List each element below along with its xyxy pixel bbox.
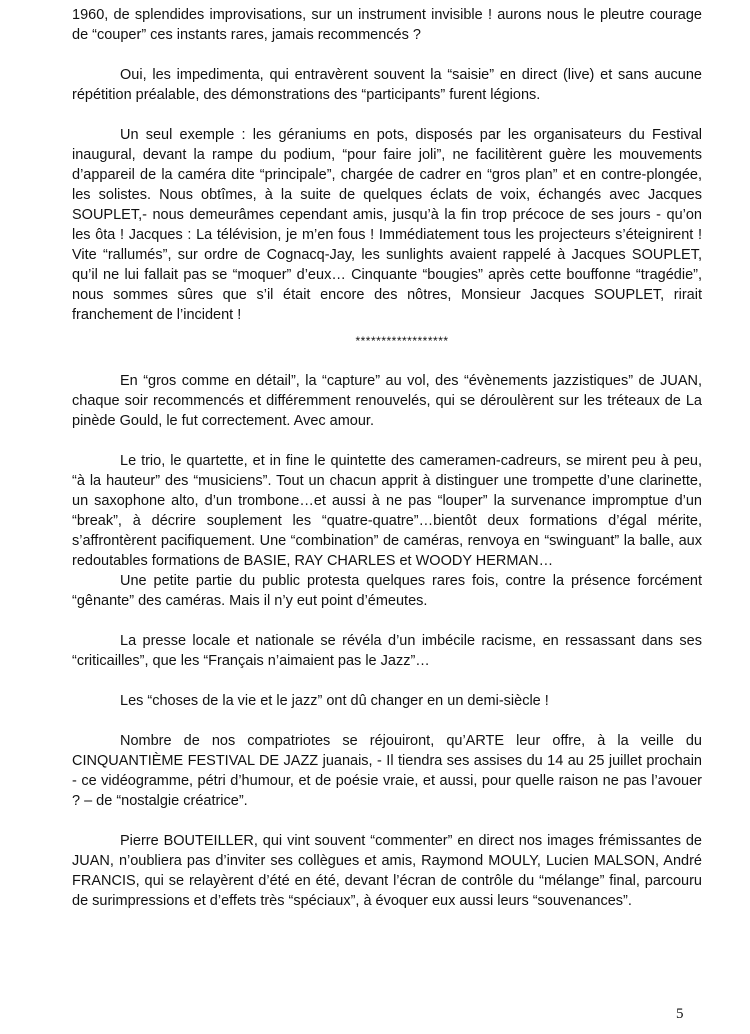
paragraph-9: Nombre de nos compatriotes se réjouiront, qu’ARTE leur offre, à la veille du CINQUANTIÈME FESTIVAL DE JAZZ juanais, - Il tiendra ses assises du 14 au 25 juillet prochain - ce vidéogramme, pétri d’humour, et de poésie vraie, et aussi, pour quelle raison ne pas l’avouer ? – de “nostalgie créatrice”.: [72, 733, 702, 809]
paragraph-1: 1960, de splendides improvisations, sur un instrument invisible ! aurons nous le pleutre courage de “couper” ces instants rares, jamais recommencés ?: [72, 7, 702, 43]
paragraph-10: Pierre BOUTEILLER, qui vint souvent “commenter” en direct nos images frémissantes de JUAN, n’oubliera pas d’inviter ses collègues et amis, Raymond MOULY, Lucien MALSON, André FRANCIS, qui se relayèrent d’été en été, devant l’écran de contrôle du “mélange” final, parcouru de surimpressions et d’effets très “spéciaux”, à évoquer eux aussi leurs “souvenances”.: [72, 833, 702, 909]
separator: ******************: [355, 334, 449, 348]
paragraph-3: Un seul exemple : les géraniums en pots, disposés par les organisateurs du Festival inaugural, devant la rampe du podium, “pour faire joli”, ne facilitèrent guère les mouvements d’appareil de la caméra dite “principale”, chargée de cadrer en “gros plan” et en contre-plongée, les solistes. Nous obtîmes, à la suite de quelques éclats de voix, échangés avec Jacques SOUPLET,- nous demeurâmes cependant amis, jusqu’à la fin trop précoce de ses jours - qu’on les ôta ! Jacques : La télévision, je m’en fous ! Immédiatement tous les projecteurs s’éteignirent ! Vite “rallumés”, sur ordre de Cognacq-Jay, les sunlights avaient rappelé à Jacques SOUPLET, qu’il ne lui fallait pas se “moquer” d’eux… Cinquante “bougies” après cette bouffonne “tragédie”, nous sommes sûres que s’il était encore des nôtres, Monsieur Jacques SOUPLET, rirait franchement de l’incident !: [72, 127, 702, 323]
paragraph-8: Les “choses de la vie et le jazz” ont dû changer en un demi-siècle !: [120, 693, 549, 709]
paragraph-2: Oui, les impedimenta, qui entravèrent souvent la “saisie” en direct (live) et sans aucune répétition préalable, des démonstrations des “participants” furent légions.: [72, 67, 702, 103]
paragraph-7: La presse locale et nationale se révéla d’un imbécile racisme, en ressassant dans ses “criticailles”, que les “Français n’aimaient pas le Jazz”…: [72, 633, 702, 669]
paragraph-4: En “gros comme en détail”, la “capture” au vol, des “évènements jazzistiques” de JUAN, chaque soir recommencés et différemment renouvelés, qui se déroulèrent sur les tréteaux de La pinède Gould, le fut correctement. Avec amour.: [72, 373, 702, 429]
document-page: [72, 5, 702, 911]
paragraph-5: Le trio, le quartette, et in fine le quintette des cameramen-cadreurs, se mirent peu à peu, “à la hauteur” des “musiciens”. Tout un chacun apprit à distinguer une trompette d’une clarinette, un saxophone alto, d’un trombone…et aussi à ne pas “louper” la survenance impromptue d’un “break”, à décrire souplement les “quatre-quatre”…bientôt deux formations d’égal mérite, s’affrontèrent pacifiquement. Une “combination” de caméras, renvoya en “swinguant” la balle, aux redoutables formations de BASIE, RAY CHARLES et WOODY HERMAN…: [72, 453, 702, 569]
page-number: 5: [676, 1006, 684, 1022]
paragraph-6: Une petite partie du public protesta quelques rares fois, contre la présence forcément “gênante” des caméras. Mais il n’y eut point d’émeutes.: [72, 573, 702, 609]
